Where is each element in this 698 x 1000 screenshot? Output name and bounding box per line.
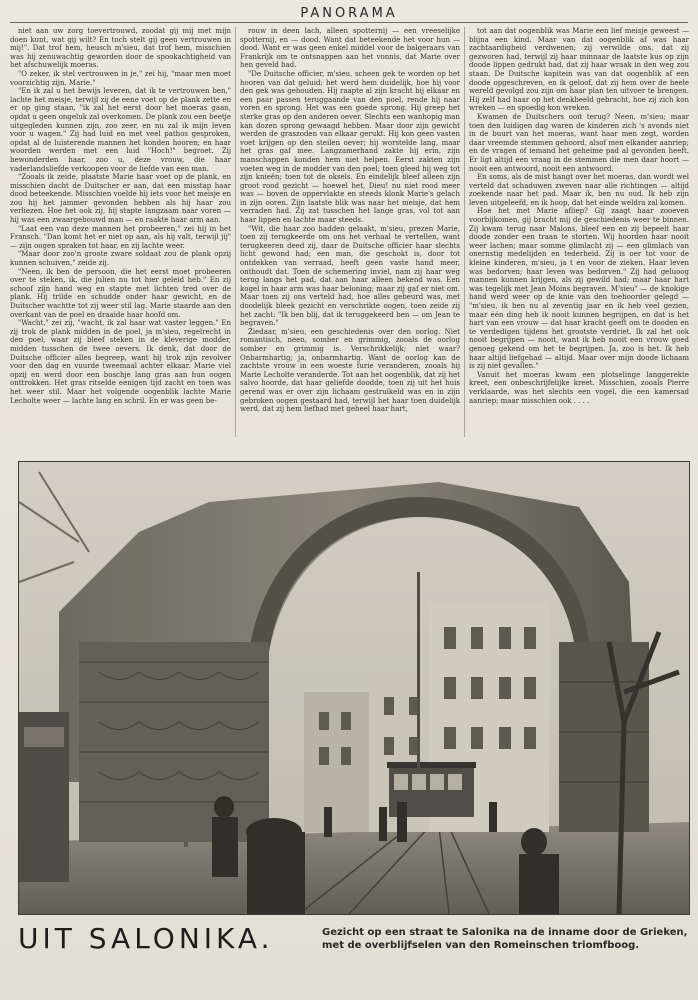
salonika-arch-photo — [18, 461, 690, 915]
caption-text: Gezicht op een straat te Salonika na de inname door de Grieken, met de overblijfselen van den Romeinschen triomfboog. — [322, 927, 688, 951]
article-paragraph: "O zeker, ik stel vertrouwen in je," zei hij, "maar men moet voorzichtig zijn, Marie." — [10, 69, 231, 87]
article-paragraph: rouw in deen lach, alleen spotternij — een vreeselijke spotternij, en — dood. Want dat beteekende het voor hun — dood. Want er was geen enkel middel voor de balgeraars van Frankrijk om te ontsnappen aan het vonnis, dat Marie over hen geveld had. — [240, 27, 460, 70]
article-paragraph: "En ik zal u het bewijs leveren, dat ik te vertrouwen ben," lachte het meisje, terwijl zij de eene voet op de plank zette en er op ging staan, "ik zal het eerst door het moeras gaan, opdat u geen ongeluk zal overkomen. De plank zou een beetje uitgegleden kunnen zijn, zoo zeer, en nu zal ik mijn leven voor u wagen." Zij had luid en met veel pathos gesproken, opdat al de luisterende mannen het konden hooren; en haar woorden werden met een luid "Hoch!" begroet. Zij bewonderden haar, zoo u, deze vrouw, die haar vaderlandsliefde verkoopen voor de liefde van een man. — [10, 87, 231, 173]
column-divider — [235, 27, 236, 437]
article-paragraph: "Laat een van deze mannen het probeeren," zei hij in het Fransch. "Dan komt het er niet op aan, als hij valt, terwijl jij" — zijn oogen spraken tot haar, en zij lachte weer. — [10, 224, 231, 250]
article-paragraph: "De Duitsche officier, m'sieu, scheen gek te worden op het hooren van dat geluid; het werd hem duidelijk, hoe hij voor den gek was gehouden. Hij raapte al zijn kracht bij elkaar en een paar passen teruggaande van den poel, rende hij naar voren en sprong. Het was een goede sprong. Hij greep het sterke gras op den anderen oever. Slechts een wanhopig man kan dozen sprong gewaagd hebben. Maar door zijn gewicht werden de graszoden van elkaar gerukt. Hij kon geen vasten voet krijgen op den steilen oever; hij worstelde lang, maar het gras gaf mee. Langzamerhand zakte hij erin, zijn manschappen konden hem niet helpen. Eerst zakten zijn voeten weg in de modder van den poel; toen gleed hij weg tot zijn knieën; toen tot de oksels. En eindelijk bleef alleen zijn groot rood gezicht — hoewel het, Dieu! nu niet rood meer was — boven de oppervlakte en steeds klonk Marie's gelach in zijn ooren. Zijn laatste blik was naar het meisje, dat hem verraden had. Zij zat tusschen het lange gras, vol tot aan haar lippen en lachte maar steeds. — [240, 69, 460, 225]
article-paragraph: Vanuit het moeras kwam een plotselinge langgerekte kreet, een onbeschrijfelijke kreet. Misschien, zooals Pierre verklaarde, was het slechts een vogel, die een kamersad aanriep; maar misschien ook . . . . — [469, 370, 689, 405]
caption-title: UIT SALONIKA. — [18, 922, 274, 955]
article-paragraph: "Zooals ik zeide, plaatste Marie haar voet op de plank, en misschien dacht de Duitscher er aan, dat een misstap haar dood beteekende. Misschien voelde hij iets voor het meisje en zou hij het jammer gevonden hebben als hij haar zou verliezen. Hoe het ook zij, hij stapte langzaam naar voren — hij was een zwaargebouwd man — en raakte haar arm aan. — [10, 173, 231, 225]
page-header-title: PANORAMA — [300, 6, 398, 21]
column-divider — [464, 27, 465, 437]
article-paragraph: "Wacht," zei zij, "wacht, ik zal haar wat vaster leggen." En zij trok de plank midden in de poel, ja m'sieu, regelrecht in den poel, waar zij bleef steken in de kleverige modder, midden tusschen de twee oevers. Ik denk, dat door de Duitsche officier alles begreep, want hij trok zijn revolver voor den dag en vuurde tweemaal achter elkaar. Marie viel opzij en werd door een boschje lang gras aan hun oogen onttrokken. Het gras ritselde eenigen tijd zacht en toen was het weer stil. Maar het volgende oogenblik lachte Marie Lecholte weer — lachte lang en schril. En er was geen be- — [10, 319, 231, 405]
text-column-2 — [240, 27, 460, 437]
article-paragraph: tot aan dat oogenblik was Marie een lief meisje geweest — blijna een kind. Maar van dat oogenblik af was haar zachtaardigheid verdwenen; zij verwilde ons, dat zij gezworen had, terwijl zij haar minnaar de laatste kus op zijn doode lippen gedrukt had, dat zij haar wraak in den weg zou staan. De Duitsche kapitein was van dat oogenblik af een doode opgeschreven, en ik geloof, dat zij hem over de heele wereld gevolgd zou zijn om haar plan ten uitvoer te brengen. Hij zelf had haar op het denkbeeld gebracht, hoe zij zich kon wreken — en spoedig kon wreken. — [469, 27, 689, 113]
article-paragraph: Ziedaar, m'sieu, een geschiedenis over den oorlog. Niet romantisch, neen, somber en grimmig, zooals de oorlog somber en grimmig is. Verschrikkelijk; niet waar? Onbarmhartig; ja, onbarmhartig. Want de oorlog kan de zachtste vrouw in een woeste furie veranderen, zooals hij Marie Lecholte veranderde. Tot aan het oogenblik, dat zij het salvo hoorde, dat haar geliefde doodde, toen zij uit het huis gerend was er over zijn lichaam gestruikeld was en in zijn gebroken oogen gestaard had, terwijl het haar toen duidelijk werd, dat zij hem liefhad met geheel haar hart, — [240, 327, 460, 414]
text-column-1 — [10, 27, 231, 437]
article-paragraph: En soms, als de mist hangt over het moeras, dan wordt wel verteld dat schaduwen zweven naar alle richtingen — altijd zoekende naar het pad. Maar ik, ben nu oud. Ik heb zijn leven uitgeleefd, en ik hoop, dat het einde weldra zal komen. — [469, 173, 689, 207]
article-paragraph: "Neen, ik ben de persoon, die het eerst moet probeeren over te steken, ik, die julien nu tot hier geleid heb." En zij schoof zijn hand weg en stapte met lichten tred over de plank. Hij trilde en schudde onder haar gewicht, en de Duitscher wachtte tot zij weer stil lag. Marie staarde aan den overkant van de poel en draaide haar hoofd om. — [10, 267, 231, 319]
article-paragraph: Hoe het met Marie afliep? Gij zaagt haar zooeven voorbijkomen, gij bracht mij de geschiedenis weer te binnen. Zij kwam terug naar Malons, bleef een en zij bepeelt haar doode zonder een traan te storten. Wij hoorden haar nooit weer lachen; maar somme glimlacht zij — een glimlach van onernstig medelijden en tederheid. Zij is oer tot voor de kleine kinderen, m'sieu, ja t en voor de zieken. Haar leven was bedorven; haar leven was bedorven." Zij had geluoog mannen kunnen krijgen, als zij gewild had; maar haar hart was tegelijk met Jean Moins begraven. M'sieu" — de knokige hand werd weer op de knie van den toehoorder gelegd — "m'sieu, ik ben nu al zeventig jaar en ik heb veel gezien, maar één ding heb ik nooit kunnen begrijpen, en dat is het hart van een vrouw — dat haar kracht geeft om te dooden en te verdedigen tijdens het grootste verdriet. Ik zal het ook nooit begrijpen — nooit, want ik heb nooit een vrouw goed genoeg gekend om het te begrijpen. Ja, zoo is het. Ik heb haar altijd liefgehad — altijd. Maar over mijn doode lichaam is zij niet gevallen." — [469, 207, 689, 371]
article-paragraph: "Maar door zoo'n groote zware soldaat zou de plank opzij kunnen schuiven," zeide zij. — [10, 250, 231, 268]
article-paragraph: niet aan uw zorg toevertrouwd, zoodat gij mij met mijn doen kunt, wat gij wilt? En toch stelt gij geen vertrouwen in mij!". Dat trof hem, heusch m'sieu, dat trof hem, misschien was hij zenuwachtig geworden door de spookachtigheid van het afschuwelijk moeras. — [10, 27, 231, 70]
article-paragraph: Kwamen de Duitschers ooit terug? Neen, m'sieu; maar toen den luidigen dag waren de kinderen zich 's avonds niet in de buurt van het moeras, want haar men zegt, worden daar vreemde stemmen gehoord, alsof men elkander aanriep; en de vragen of iemand het geheime pad al gevonden heeft. Er ligt altijd een vraag in de stemmen die men daar hoort — nooit een antwoord, nooit een antwoord. — [469, 112, 689, 173]
text-column-3 — [469, 27, 689, 437]
header-rule — [10, 22, 688, 23]
article-paragraph: "Wit, die haar zoo hadden gelaakt, m'sieu, prezen Marie, toen zij terugkeerde om ons het verhaal te vertellen, want terugkeeren deed zij, daar de Duitsche officier haar slechts licht gewond had; een man, die geschokt is, door tot ontdekken van verraad, heeft geen vaste hand meer, onthoudt dat. Toen de schemering inviel, nam zij haar weg terug langs het pad, dat aan haar alleen bekend was. Een kogel in haar arm was haar beloning; maar zij gaf er niet om. Maar toen zij ons verteld had, hoe alles gebeurd was, met doodelijk bleek gezicht en verschrikte oogen, toen zeide zij het zacht: "Ik ben blij, dat ik teruggekeerd ben — om Jean te begraven." — [240, 224, 460, 328]
